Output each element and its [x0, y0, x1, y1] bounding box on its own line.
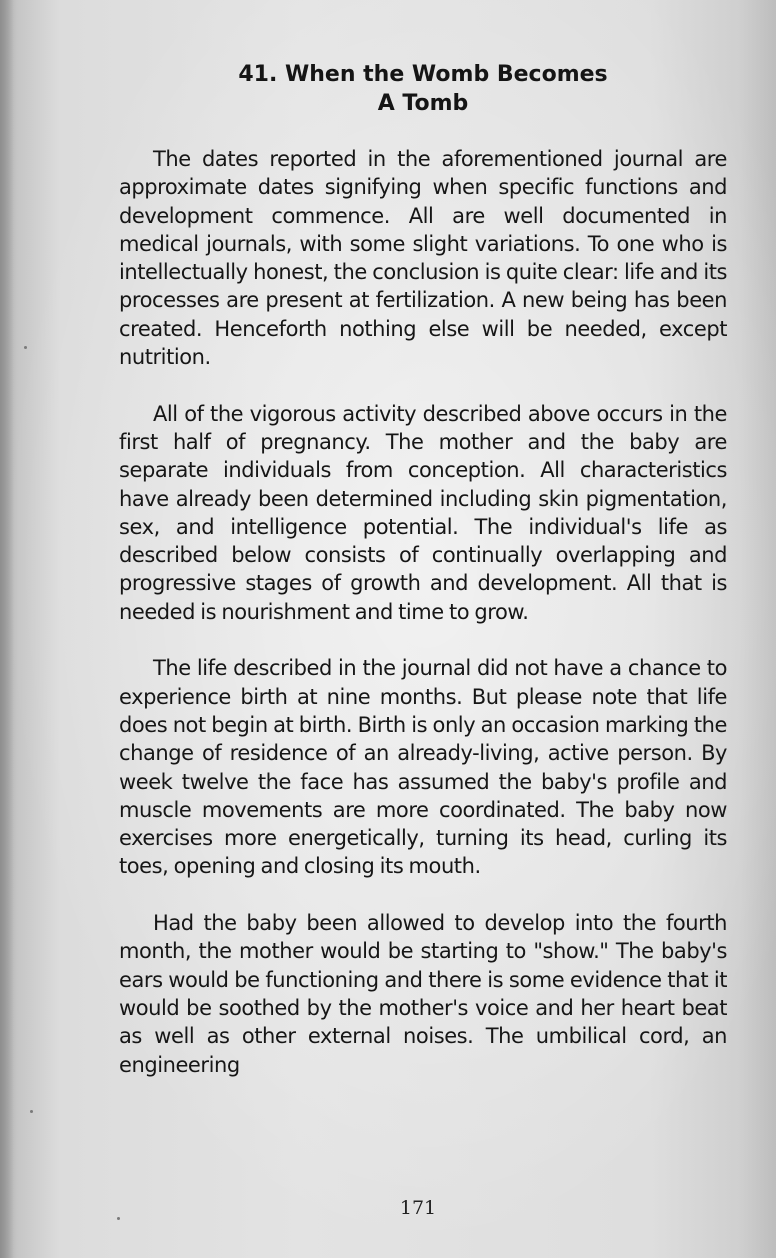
chapter-body — [119, 145, 727, 1079]
page-number: 171 — [399, 1197, 437, 1219]
paper-speck — [24, 346, 27, 349]
chapter-title-line-1: 41. When the Womb Becomes — [238, 62, 608, 87]
paragraph-3: The life described in the journal did not have a chance to experience birth at nine months. But please note that life does not begin at birth. Birth is only an occasion marking the change of residence of an already-living, active person. By week twelve the face has assumed the baby's profile and muscle movements are more coordinated. The baby now exercises more energetically, turning its head, curling its toes, opening and closing its mouth. — [119, 656, 727, 879]
paper-speck — [30, 1110, 33, 1113]
chapter-title-line-2: A Tomb — [377, 91, 469, 116]
chapter-title — [0, 60, 776, 118]
spine-shadow — [0, 0, 14, 1258]
paper-speck — [117, 1217, 120, 1220]
paragraph-4: Had the baby been allowed to develop into the fourth month, the mother would be starting to "show." The baby's ears would be functioning and there is some evidence that it would be soothed by the mother's voice and her heart beat as well as other external noises. The umbilical cord, an engineering — [119, 911, 727, 1077]
paragraph-2: All of the vigorous activity described above occurs in the first half of pregnancy. The mother and the baby are separate individuals from conception. All characteristics have already been determined including skin pigmentation, sex, and intelligence potential. The individual's life as described below consists of continually overlapping and progressive stages of growth and development. All that is needed is nourishment and time to grow. — [119, 401, 727, 624]
paragraph-1: The dates reported in the aforementioned journal are approximate dates signifying when specific functions and development commence. All are well documented in medical journals, with some slight variations. To one who is intellectually honest, the conclusion is quite clear: life and its processes are present at fertilization. A new being has been created. Henceforth nothing else will be needed, except nutrition. — [119, 147, 727, 370]
